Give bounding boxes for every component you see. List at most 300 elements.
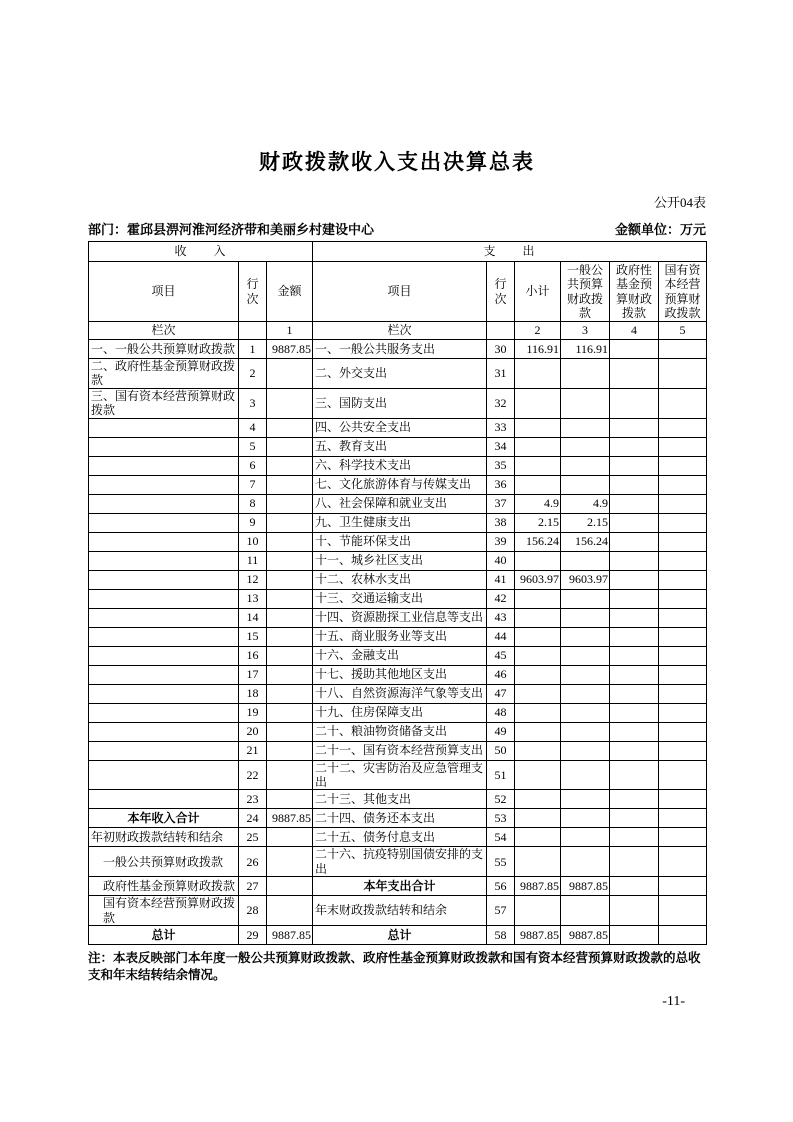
general-public-budget-cell — [561, 665, 610, 684]
general-public-budget-cell: 156.24 — [561, 532, 610, 551]
general-public-budget-cell — [561, 359, 610, 389]
income-amount-cell: 9887.85 — [267, 925, 313, 944]
state-capital-budget-cell — [659, 665, 707, 684]
gov-fund-budget-cell — [610, 494, 659, 513]
expenditure-item-cell: 年末财政拨款结转和结余 — [313, 896, 487, 926]
expenditure-line-no-cell: 43 — [487, 608, 515, 627]
expenditure-item-cell: 十六、金融支出 — [313, 646, 487, 665]
income-item-cell: 政府性基金预算财政拨款 — [89, 877, 239, 896]
gov-fund-budget-cell — [610, 388, 659, 418]
page-title: 财政拨款收入支出决算总表 — [259, 150, 535, 174]
expenditure-item-cell: 二十二、灾害防治及应急管理支出 — [313, 760, 487, 790]
expenditure-item-cell: 一、一般公共服务支出 — [313, 340, 487, 359]
gov-fund-budget-cell — [610, 418, 659, 437]
gov-fund-budget-cell — [610, 570, 659, 589]
general-public-budget-cell — [561, 418, 610, 437]
general-public-budget-cell — [561, 741, 610, 760]
income-line-no-cell: 27 — [239, 877, 267, 896]
department-label: 部门：霍邱县淠河淮河经济带和美丽乡村建设中心 — [88, 222, 375, 237]
expenditure-line-no-cell: 44 — [487, 627, 515, 646]
state-capital-budget-cell — [659, 589, 707, 608]
expenditure-item-cell: 十、节能环保支出 — [313, 532, 487, 551]
expenditure-line-no-cell: 54 — [487, 828, 515, 847]
income-amount-cell — [267, 456, 313, 475]
income-amount-cell — [267, 418, 313, 437]
general-public-budget-cell — [561, 437, 610, 456]
column-number-row — [89, 322, 707, 340]
gov-fund-budget-cell — [610, 760, 659, 790]
gov-fund-budget-cell — [610, 722, 659, 741]
table-row — [89, 877, 707, 896]
col-header-subtotal: 小计 — [515, 262, 561, 322]
income-item-cell — [89, 418, 239, 437]
expenditure-item-cell: 二十五、债务付息支出 — [313, 828, 487, 847]
gov-fund-budget-cell — [610, 847, 659, 877]
expenditure-line-no-cell: 53 — [487, 809, 515, 828]
general-public-budget-cell — [561, 627, 610, 646]
general-public-budget-cell — [561, 847, 610, 877]
page-number: -11- — [662, 994, 685, 1009]
general-public-budget-cell: 2.15 — [561, 513, 610, 532]
income-amount-cell — [267, 847, 313, 877]
expenditure-item-cell: 十一、城乡社区支出 — [313, 551, 487, 570]
subtotal-cell: 9887.85 — [515, 925, 561, 944]
income-item-cell — [89, 437, 239, 456]
table-row — [89, 790, 707, 809]
subtotal-cell: 9603.97 — [515, 570, 561, 589]
expenditure-item-cell: 本年支出合计 — [313, 877, 487, 896]
subtotal-cell — [515, 627, 561, 646]
income-item-cell: 一、一般公共预算财政拨款 — [89, 340, 239, 359]
expenditure-line-no-cell: 50 — [487, 741, 515, 760]
fiscal-appropriation-table — [88, 241, 707, 945]
lanci-label-left: 栏次 — [89, 322, 239, 340]
state-capital-budget-cell — [659, 847, 707, 877]
income-amount-cell: 9887.85 — [267, 809, 313, 828]
expenditure-line-no-cell: 39 — [487, 532, 515, 551]
subtotal-cell — [515, 847, 561, 877]
expenditure-line-no-cell: 36 — [487, 475, 515, 494]
state-capital-budget-cell — [659, 684, 707, 703]
col-header-gov-fund-budget: 政府性基金预算财政拨款 — [610, 262, 659, 322]
expenditure-line-no-cell: 47 — [487, 684, 515, 703]
income-line-no-cell: 21 — [239, 741, 267, 760]
income-line-no-cell: 11 — [239, 551, 267, 570]
income-amount-cell — [267, 741, 313, 760]
gov-fund-budget-cell — [610, 437, 659, 456]
income-amount-cell — [267, 684, 313, 703]
income-line-no-cell: 24 — [239, 809, 267, 828]
income-line-no-cell: 3 — [239, 388, 267, 418]
general-public-budget-cell — [561, 703, 610, 722]
general-public-budget-cell — [561, 684, 610, 703]
subtotal-cell — [515, 359, 561, 389]
table-row — [89, 475, 707, 494]
table-row — [89, 828, 707, 847]
column-number-3: 3 — [561, 322, 610, 340]
income-item-cell — [89, 646, 239, 665]
expenditure-item-cell: 十四、资源勘探工业信息等支出 — [313, 608, 487, 627]
table-row — [89, 925, 707, 944]
table-row — [89, 896, 707, 926]
gov-fund-budget-cell — [610, 589, 659, 608]
general-public-budget-cell: 9887.85 — [561, 925, 610, 944]
state-capital-budget-cell — [659, 646, 707, 665]
income-line-no-cell: 18 — [239, 684, 267, 703]
state-capital-budget-cell — [659, 437, 707, 456]
subtotal-cell: 116.91 — [515, 340, 561, 359]
income-amount-cell — [267, 790, 313, 809]
income-line-no-cell: 7 — [239, 475, 267, 494]
expenditure-line-no-cell: 33 — [487, 418, 515, 437]
table-row — [89, 760, 707, 790]
expenditure-line-no-cell: 32 — [487, 388, 515, 418]
state-capital-budget-cell — [659, 809, 707, 828]
income-item-cell: 年初财政拨款结转和结余 — [89, 828, 239, 847]
expenditure-item-cell: 五、教育支出 — [313, 437, 487, 456]
income-item-cell — [89, 494, 239, 513]
gov-fund-budget-cell — [610, 551, 659, 570]
state-capital-budget-cell — [659, 896, 707, 926]
subtotal-cell — [515, 760, 561, 790]
state-capital-budget-cell — [659, 388, 707, 418]
income-amount-cell — [267, 627, 313, 646]
general-public-budget-cell: 9887.85 — [561, 877, 610, 896]
gov-fund-budget-cell — [610, 925, 659, 944]
income-amount-cell — [267, 877, 313, 896]
income-line-no-cell: 1 — [239, 340, 267, 359]
gov-fund-budget-cell — [610, 532, 659, 551]
expenditure-item-cell: 十九、住房保障支出 — [313, 703, 487, 722]
col-header-general-public-budget: 一般公共预算财政拨款 — [561, 262, 610, 322]
income-line-no-cell: 22 — [239, 760, 267, 790]
expenditure-item-cell: 三、国防支出 — [313, 388, 487, 418]
gov-fund-budget-cell — [610, 896, 659, 926]
table-row — [89, 456, 707, 475]
gov-fund-budget-cell — [610, 608, 659, 627]
income-line-no-cell: 8 — [239, 494, 267, 513]
general-public-budget-cell — [561, 456, 610, 475]
table-row — [89, 513, 707, 532]
gov-fund-budget-cell — [610, 456, 659, 475]
expenditure-line-no-cell: 55 — [487, 847, 515, 877]
income-item-cell: 国有资本经营预算财政拨款 — [89, 896, 239, 926]
lanci-label-right: 栏次 — [313, 322, 487, 340]
expenditure-item-cell: 二十三、其他支出 — [313, 790, 487, 809]
income-line-no-cell: 2 — [239, 359, 267, 389]
income-item-cell: 二、政府性基金预算财政拨款 — [89, 359, 239, 389]
general-public-budget-cell — [561, 589, 610, 608]
table-row — [89, 703, 707, 722]
income-line-no-cell: 5 — [239, 437, 267, 456]
income-amount-cell — [267, 388, 313, 418]
expenditure-line-no-cell: 41 — [487, 570, 515, 589]
income-item-cell — [89, 513, 239, 532]
income-amount-cell — [267, 570, 313, 589]
subtotal-cell — [515, 809, 561, 828]
gov-fund-budget-cell — [610, 627, 659, 646]
expenditure-line-no-cell: 57 — [487, 896, 515, 926]
income-item-cell — [89, 722, 239, 741]
income-line-no-cell: 17 — [239, 665, 267, 684]
table-row — [89, 551, 707, 570]
subtotal-cell — [515, 828, 561, 847]
state-capital-budget-cell — [659, 722, 707, 741]
subtotal-cell — [515, 665, 561, 684]
subtotal-cell — [515, 722, 561, 741]
expenditure-item-cell: 二十一、国有资本经营预算支出 — [313, 741, 487, 760]
table-row — [89, 340, 707, 359]
income-amount-cell — [267, 532, 313, 551]
footnote: 注：本表反映部门本年度一般公共预算财政拨款、政府性基金预算财政拨款和国有资本经营预算财政拨款的总收支和年末结转结余情况。 — [88, 950, 701, 982]
income-line-no-cell: 4 — [239, 418, 267, 437]
gov-fund-budget-cell — [610, 359, 659, 389]
gov-fund-budget-cell — [610, 703, 659, 722]
income-line-no-cell: 14 — [239, 608, 267, 627]
expenditure-item-cell: 四、公共安全支出 — [313, 418, 487, 437]
expenditure-line-no-cell: 31 — [487, 359, 515, 389]
subtotal-cell — [515, 684, 561, 703]
income-item-cell — [89, 703, 239, 722]
state-capital-budget-cell — [659, 513, 707, 532]
table-row — [89, 359, 707, 389]
income-amount-cell — [267, 722, 313, 741]
gov-fund-budget-cell — [610, 790, 659, 809]
subtotal-cell — [515, 703, 561, 722]
state-capital-budget-cell — [659, 925, 707, 944]
expenditure-line-no-cell: 34 — [487, 437, 515, 456]
expenditure-item-cell: 十八、自然资源海洋气象等支出 — [313, 684, 487, 703]
subtotal-cell — [515, 790, 561, 809]
gov-fund-budget-cell — [610, 828, 659, 847]
state-capital-budget-cell — [659, 418, 707, 437]
gov-fund-budget-cell — [610, 340, 659, 359]
expenditure-item-cell: 二十六、抗疫特别国债安排的支出 — [313, 847, 487, 877]
expenditure-line-no-cell: 49 — [487, 722, 515, 741]
income-amount-cell — [267, 608, 313, 627]
subtotal-cell — [515, 418, 561, 437]
general-public-budget-cell — [561, 646, 610, 665]
expenditure-line-no-cell: 56 — [487, 877, 515, 896]
lanci-empty-left — [239, 322, 267, 340]
amount-unit-label: 金额单位：万元 — [614, 222, 706, 237]
income-line-no-cell: 19 — [239, 703, 267, 722]
table-row — [89, 589, 707, 608]
subtotal-cell: 2.15 — [515, 513, 561, 532]
column-number-1: 1 — [267, 322, 313, 340]
income-item-cell — [89, 456, 239, 475]
col-header-state-capital-budget: 国有资本经营预算财政拨款 — [659, 262, 707, 322]
col-header-item-left: 项目 — [89, 262, 239, 322]
expenditure-line-no-cell: 48 — [487, 703, 515, 722]
income-line-no-cell: 23 — [239, 790, 267, 809]
expenditure-line-no-cell: 51 — [487, 760, 515, 790]
general-public-budget-cell — [561, 760, 610, 790]
income-line-no-cell: 20 — [239, 722, 267, 741]
column-number-2: 2 — [515, 322, 561, 340]
income-line-no-cell: 16 — [239, 646, 267, 665]
table-row — [89, 437, 707, 456]
income-line-no-cell: 12 — [239, 570, 267, 589]
table-row — [89, 646, 707, 665]
table-row — [89, 532, 707, 551]
income-line-no-cell: 13 — [239, 589, 267, 608]
state-capital-budget-cell — [659, 608, 707, 627]
income-line-no-cell: 25 — [239, 828, 267, 847]
expenditure-item-cell: 十二、农林水支出 — [313, 570, 487, 589]
expenditure-line-no-cell: 52 — [487, 790, 515, 809]
income-item-cell — [89, 741, 239, 760]
state-capital-budget-cell — [659, 475, 707, 494]
state-capital-budget-cell — [659, 760, 707, 790]
lanci-empty-right — [487, 322, 515, 340]
state-capital-budget-cell — [659, 703, 707, 722]
col-header-line-no-left: 行次 — [239, 262, 267, 322]
income-item-cell — [89, 790, 239, 809]
gov-fund-budget-cell — [610, 475, 659, 494]
state-capital-budget-cell — [659, 551, 707, 570]
expenditure-line-no-cell: 35 — [487, 456, 515, 475]
meta-row — [88, 219, 706, 238]
income-item-cell — [89, 684, 239, 703]
table-code: 公开04表 — [653, 195, 706, 210]
expenditure-item-cell: 十五、商业服务业等支出 — [313, 627, 487, 646]
expenditure-line-no-cell: 40 — [487, 551, 515, 570]
income-amount-cell — [267, 760, 313, 790]
gov-fund-budget-cell — [610, 809, 659, 828]
income-item-cell — [89, 627, 239, 646]
column-number-4: 4 — [610, 322, 659, 340]
table-row — [89, 741, 707, 760]
table-row — [89, 722, 707, 741]
general-public-budget-cell — [561, 475, 610, 494]
general-public-budget-cell — [561, 828, 610, 847]
income-line-no-cell: 15 — [239, 627, 267, 646]
gov-fund-budget-cell — [610, 741, 659, 760]
expenditure-item-cell: 二十四、债务还本支出 — [313, 809, 487, 828]
income-amount-cell — [267, 475, 313, 494]
income-amount-cell — [267, 359, 313, 389]
subtotal-cell — [515, 896, 561, 926]
state-capital-budget-cell — [659, 340, 707, 359]
expenditure-item-cell: 十七、援助其他地区支出 — [313, 665, 487, 684]
state-capital-budget-cell — [659, 877, 707, 896]
general-public-budget-cell — [561, 790, 610, 809]
income-amount-cell — [267, 665, 313, 684]
income-item-cell — [89, 532, 239, 551]
table-row — [89, 388, 707, 418]
subtotal-cell — [515, 741, 561, 760]
income-amount-cell — [267, 896, 313, 926]
expenditure-line-no-cell: 45 — [487, 646, 515, 665]
income-item-cell — [89, 589, 239, 608]
expenditure-line-no-cell: 58 — [487, 925, 515, 944]
income-item-cell: 一般公共预算财政拨款 — [89, 847, 239, 877]
income-item-cell: 本年收入合计 — [89, 809, 239, 828]
income-amount-cell — [267, 513, 313, 532]
expenditure-line-no-cell: 46 — [487, 665, 515, 684]
income-item-cell — [89, 608, 239, 627]
general-public-budget-cell — [561, 608, 610, 627]
table-row — [89, 570, 707, 589]
general-public-budget-cell — [561, 809, 610, 828]
gov-fund-budget-cell — [610, 684, 659, 703]
gov-fund-budget-cell — [610, 646, 659, 665]
income-amount-cell — [267, 589, 313, 608]
income-item-cell — [89, 475, 239, 494]
table-row — [89, 809, 707, 828]
general-public-budget-cell: 4.9 — [561, 494, 610, 513]
income-amount-cell — [267, 828, 313, 847]
table-row — [89, 608, 707, 627]
income-amount-cell — [267, 437, 313, 456]
income-item-cell — [89, 551, 239, 570]
table-row — [89, 665, 707, 684]
expenditure-item-cell: 总计 — [313, 925, 487, 944]
column-header-row — [89, 262, 707, 322]
income-item-cell — [89, 570, 239, 589]
general-public-budget-cell: 9603.97 — [561, 570, 610, 589]
state-capital-budget-cell — [659, 456, 707, 475]
table-row — [89, 684, 707, 703]
income-item-cell — [89, 760, 239, 790]
general-public-budget-cell — [561, 722, 610, 741]
general-public-budget-cell — [561, 896, 610, 926]
subtotal-cell — [515, 456, 561, 475]
income-section-header: 收 入 — [89, 242, 313, 262]
col-header-item-right: 项目 — [313, 262, 487, 322]
table-row — [89, 627, 707, 646]
section-header-row — [89, 242, 707, 262]
column-number-5: 5 — [659, 322, 707, 340]
table-row — [89, 494, 707, 513]
income-item-cell: 总计 — [89, 925, 239, 944]
income-amount-cell — [267, 703, 313, 722]
state-capital-budget-cell — [659, 570, 707, 589]
income-line-no-cell: 6 — [239, 456, 267, 475]
table-row — [89, 847, 707, 877]
col-header-line-no-right: 行次 — [487, 262, 515, 322]
income-amount-cell — [267, 551, 313, 570]
income-line-no-cell: 10 — [239, 532, 267, 551]
subtotal-cell — [515, 475, 561, 494]
subtotal-cell: 9887.85 — [515, 877, 561, 896]
gov-fund-budget-cell — [610, 513, 659, 532]
state-capital-budget-cell — [659, 532, 707, 551]
subtotal-cell — [515, 388, 561, 418]
income-item-cell: 三、国有资本经营预算财政拨款 — [89, 388, 239, 418]
expenditure-line-no-cell: 38 — [487, 513, 515, 532]
expenditure-item-cell: 二、外交支出 — [313, 359, 487, 389]
expenditure-line-no-cell: 42 — [487, 589, 515, 608]
income-line-no-cell: 29 — [239, 925, 267, 944]
subtotal-cell — [515, 437, 561, 456]
state-capital-budget-cell — [659, 828, 707, 847]
subtotal-cell — [515, 646, 561, 665]
expenditure-item-cell: 二十、粮油物资储备支出 — [313, 722, 487, 741]
expenditure-item-cell: 八、社会保障和就业支出 — [313, 494, 487, 513]
expenditure-line-no-cell: 37 — [487, 494, 515, 513]
subtotal-cell — [515, 608, 561, 627]
subtotal-cell — [515, 589, 561, 608]
expenditure-item-cell: 六、科学技术支出 — [313, 456, 487, 475]
general-public-budget-cell: 116.91 — [561, 340, 610, 359]
col-header-amount: 金额 — [267, 262, 313, 322]
expenditure-item-cell: 十三、交通运输支出 — [313, 589, 487, 608]
expenditure-section-header: 支 出 — [313, 242, 707, 262]
gov-fund-budget-cell — [610, 877, 659, 896]
subtotal-cell: 4.9 — [515, 494, 561, 513]
